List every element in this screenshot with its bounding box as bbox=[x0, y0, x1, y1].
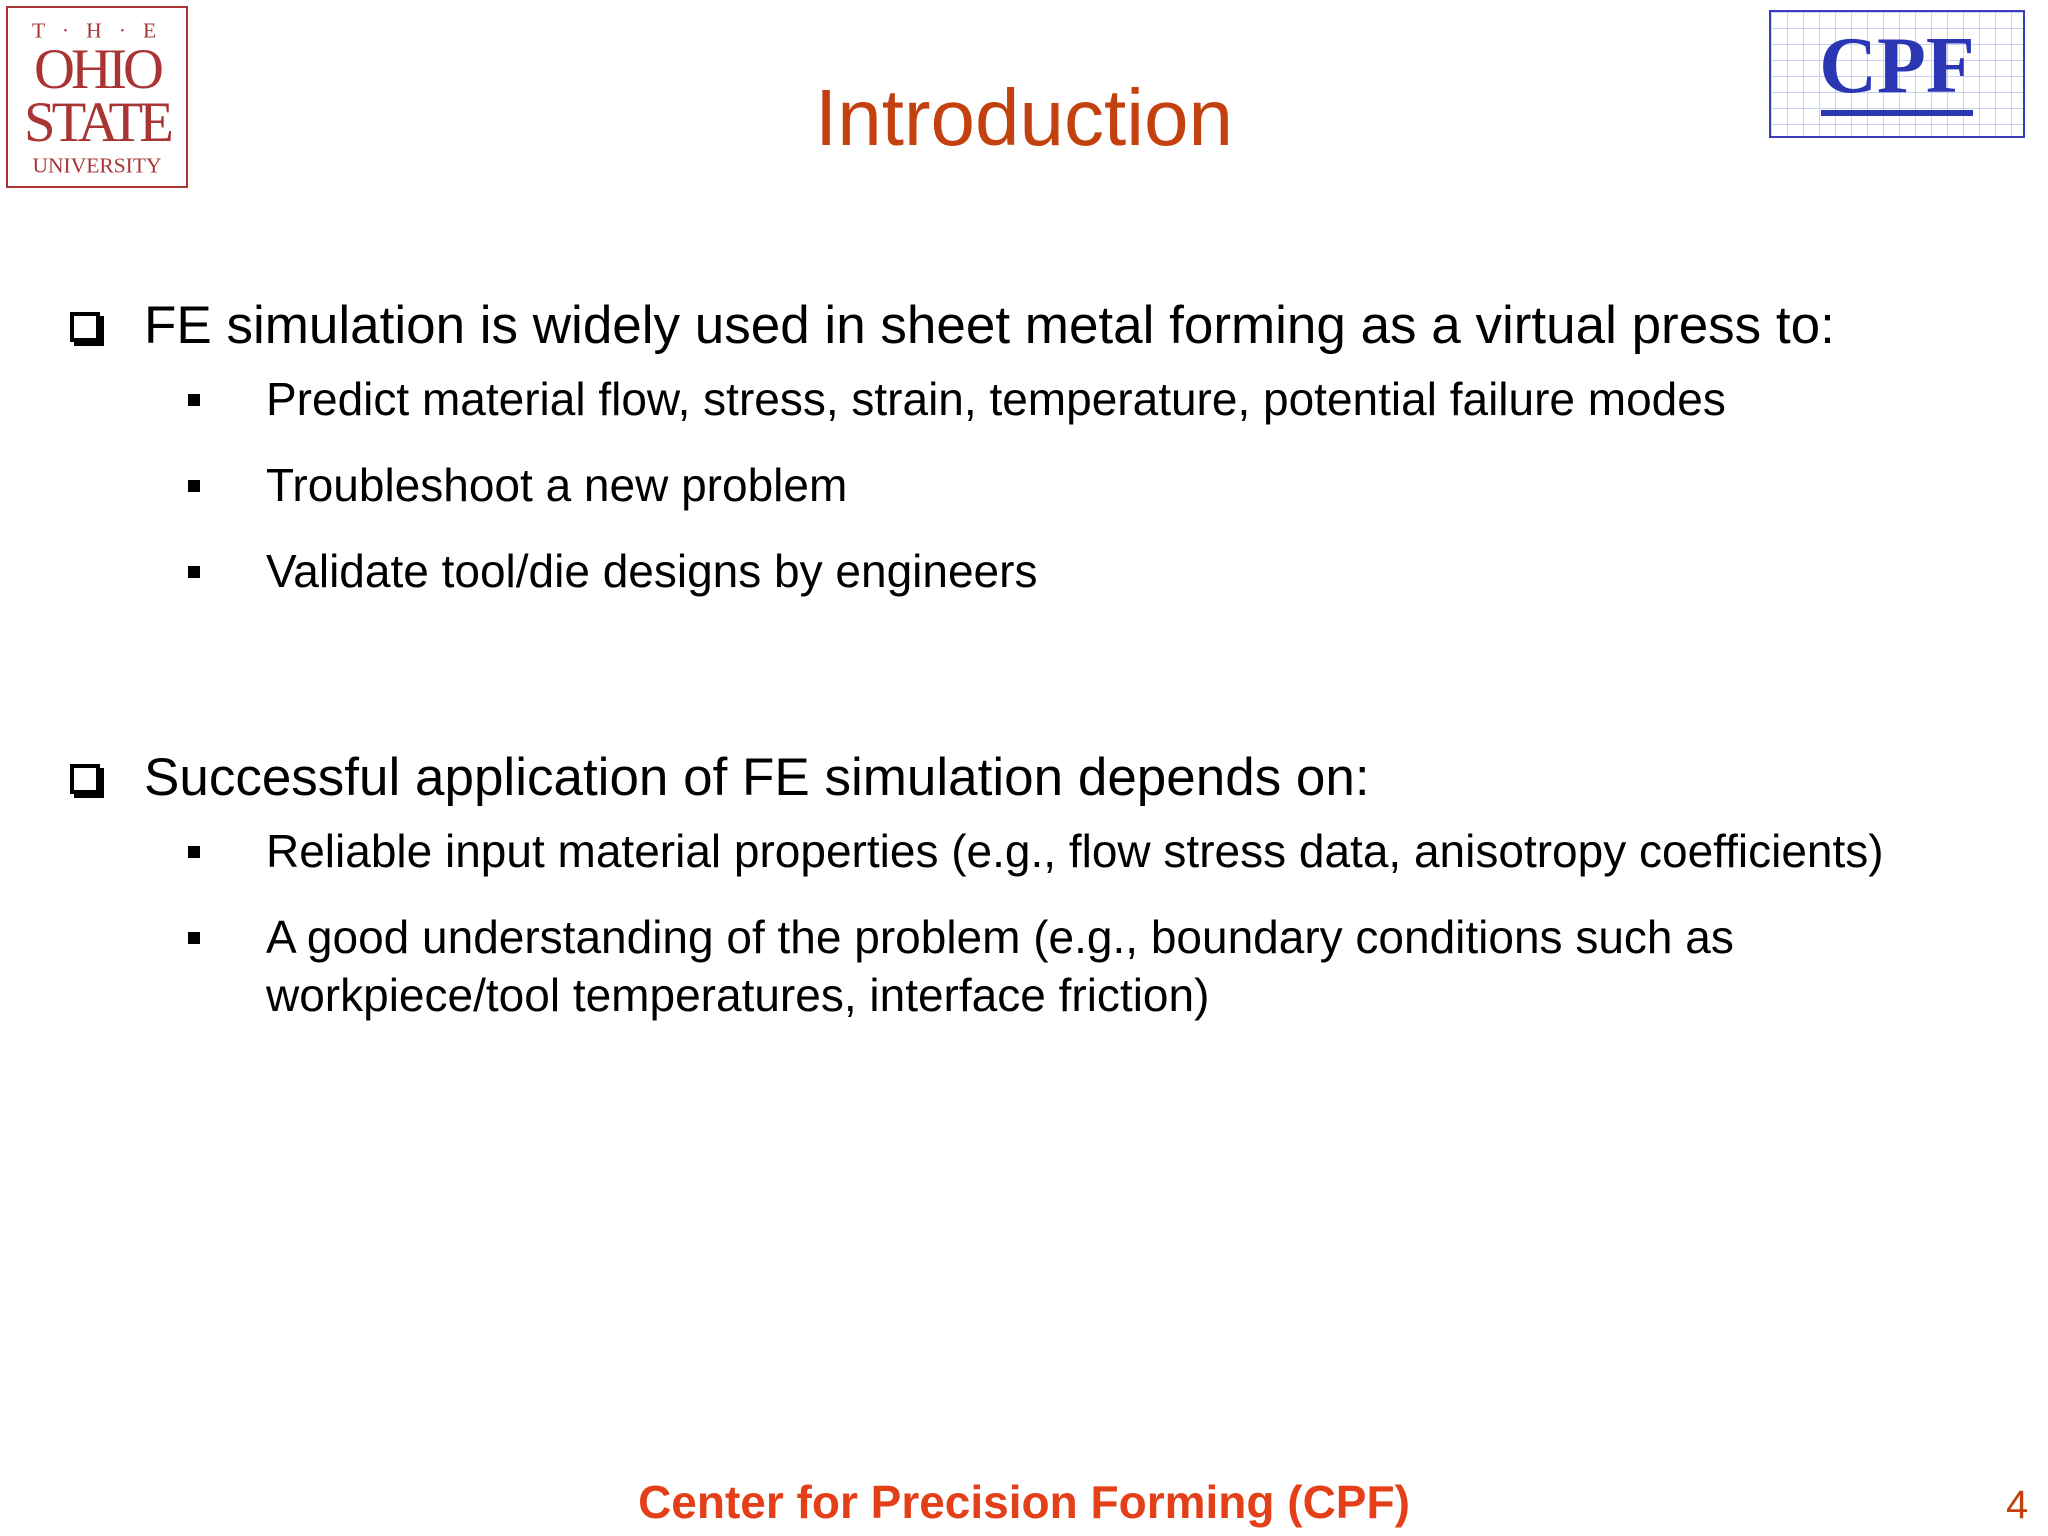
section-heading-row bbox=[70, 742, 2010, 814]
square-bullet-icon bbox=[188, 846, 200, 858]
checkbox-bullet-icon bbox=[70, 764, 100, 794]
osu-logo-line-2: OHIO bbox=[33, 38, 161, 102]
square-bullet-icon bbox=[188, 932, 200, 944]
slide-title: Introduction bbox=[814, 73, 1234, 162]
cpf-logo-text: CPF bbox=[1819, 22, 1975, 110]
section-heading: FE simulation is widely used in sheet metal forming as a virtual press to: bbox=[144, 296, 1835, 355]
bullet-text: Troubleshoot a new problem bbox=[266, 459, 848, 511]
bullet-text: Reliable input material properties (e.g., flow stress data, anisotropy coefficients) bbox=[266, 825, 1884, 877]
section-fe-simulation-success bbox=[70, 742, 2010, 1052]
square-bullet-icon bbox=[188, 480, 200, 492]
list-item bbox=[188, 456, 2010, 514]
checkbox-bullet-icon bbox=[70, 312, 100, 342]
osu-logo-line-4: UNIVERSITY bbox=[32, 153, 162, 178]
bullet-list bbox=[70, 370, 2010, 600]
osu-logo-line-3: STATE bbox=[23, 91, 171, 155]
page-number: 4 bbox=[2006, 1483, 2029, 1527]
list-item bbox=[188, 908, 2010, 1024]
square-bullet-icon bbox=[188, 566, 200, 578]
bullet-text: Predict material flow, stress, strain, temperature, potential failure modes bbox=[266, 373, 1726, 425]
section-heading-row bbox=[70, 290, 2010, 362]
list-item bbox=[188, 542, 2010, 600]
bullet-text: Validate tool/die designs by engineers bbox=[266, 545, 1038, 597]
section-fe-simulation-uses bbox=[70, 290, 2010, 628]
list-item bbox=[188, 822, 2010, 880]
osu-logo-line-1: T · H · E bbox=[31, 18, 163, 43]
footer-text: Center for Precision Forming (CPF) bbox=[638, 1476, 1410, 1528]
bullet-text: A good understanding of the problem (e.g., boundary conditions such as workpiece/tool temperatures, interface friction) bbox=[266, 911, 1734, 1021]
bullet-list bbox=[70, 822, 2010, 1024]
square-bullet-icon bbox=[188, 394, 200, 406]
list-item bbox=[188, 370, 2010, 428]
section-heading: Successful application of FE simulation depends on: bbox=[144, 748, 1370, 807]
